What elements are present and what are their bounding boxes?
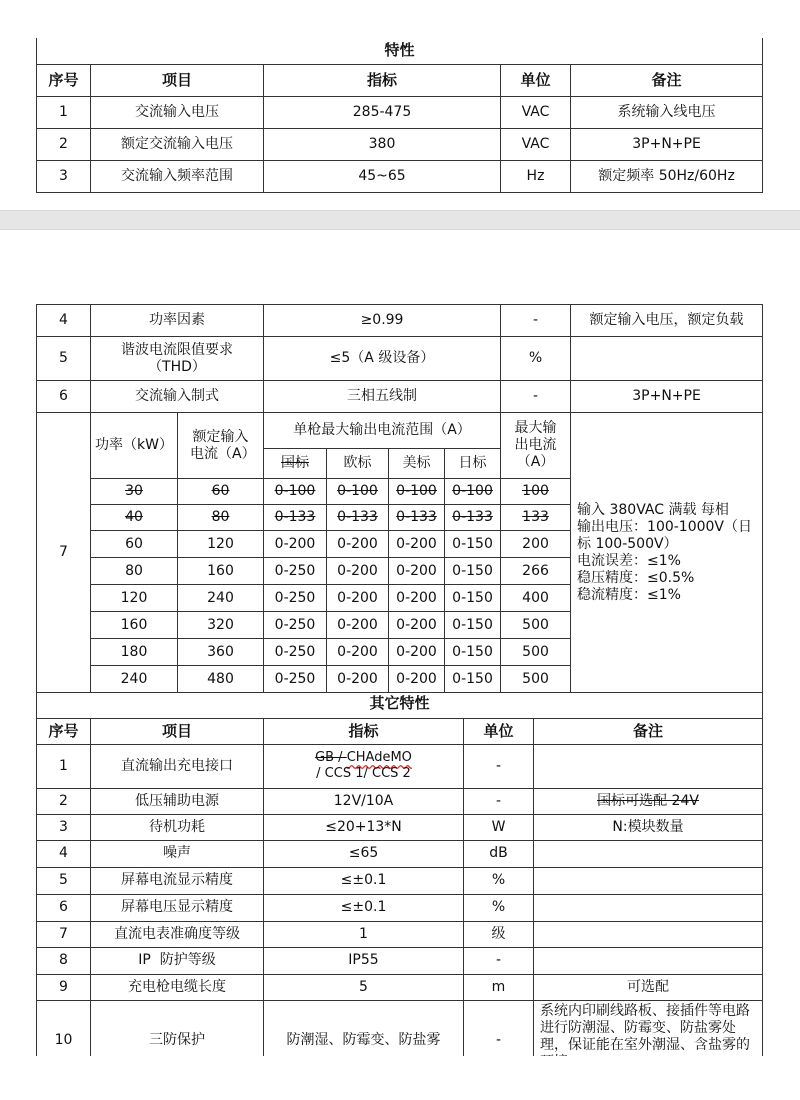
table-row [37, 337, 763, 381]
remark-line: 稳压精度：≤0.5% [577, 569, 695, 586]
cell-power: 30 [91, 479, 178, 505]
cell-item: 交流输入制式 [91, 381, 264, 413]
cell-us: 0-200 [389, 585, 445, 612]
cell-no: 8 [37, 947, 91, 974]
cell-remark: 额定输入电压，额定负载 [571, 305, 763, 337]
cell-gb: 0-250 [264, 558, 327, 585]
cell-us: 0-200 [389, 612, 445, 639]
spec-gb: GB / [315, 750, 347, 765]
cell-spec: ≤±0.1 [264, 867, 464, 894]
table-row [37, 305, 763, 337]
cell-max: 100 [501, 479, 571, 505]
page-cutoff [0, 1056, 800, 1100]
table-row [37, 867, 763, 894]
cell-current: 80 [178, 505, 264, 531]
table-row [37, 128, 763, 160]
table-row [37, 744, 763, 788]
cell-item: 谐波电流限值要求（THD） [91, 337, 264, 381]
cell-no: 3 [37, 160, 91, 192]
table-row [37, 96, 763, 128]
cell-max: 400 [501, 585, 571, 612]
features-table-continued [36, 304, 763, 693]
cell-spec: ≤±0.1 [264, 894, 464, 921]
cell-spec: 45~65 [264, 160, 501, 192]
cell-power: 40 [91, 505, 178, 531]
cell-no: 7 [37, 413, 91, 693]
cell-eu: 0-200 [327, 612, 389, 639]
cell-unit: m [464, 974, 534, 1000]
cell-remark: 国标可选配 24V [534, 788, 763, 814]
cell-eu: 0-200 [327, 639, 389, 666]
cell-unit: VAC [501, 96, 571, 128]
cell-max: 500 [501, 612, 571, 639]
cell-unit: - [501, 381, 571, 413]
cell-gb: 0-250 [264, 585, 327, 612]
cell-us: 0-100 [389, 479, 445, 505]
cell-unit: - [501, 305, 571, 337]
spec-chademo: CHAdeMO [346, 750, 412, 765]
header-remark: 备注 [534, 718, 763, 744]
cell-no: 10 [37, 1000, 91, 1080]
cell-item: 直流输出充电接口 [91, 744, 264, 788]
cell-spec: ≤20+13*N [264, 814, 464, 840]
header-item: 项目 [91, 64, 264, 96]
cell-power: 80 [91, 558, 178, 585]
header-output-range: 单枪最大输出电流范围（A） [264, 413, 501, 449]
cell-spec: 1 [264, 921, 464, 947]
cell-no: 6 [37, 894, 91, 921]
cell-current: 360 [178, 639, 264, 666]
cell-item: 额定交流输入电压 [91, 128, 264, 160]
header-jp: 日标 [445, 449, 501, 479]
cell-remark [571, 337, 763, 381]
cell-unit: % [501, 337, 571, 381]
cell-unit: - [464, 744, 534, 788]
table-row [37, 947, 763, 974]
cell-power: 120 [91, 585, 178, 612]
header-item: 项目 [91, 718, 264, 744]
cell-gb: 0-250 [264, 639, 327, 666]
cell-unit: 级 [464, 921, 534, 947]
remark-line: 输出电压：100-1000V（日 [577, 518, 753, 535]
table-row [37, 381, 763, 413]
table-row [37, 974, 763, 1000]
cell-item: 充电枪电缆长度 [91, 974, 264, 1000]
cell-max: 200 [501, 531, 571, 558]
header-us: 美标 [389, 449, 445, 479]
cell-us: 0-133 [389, 505, 445, 531]
cell-remark [534, 840, 763, 867]
cell-item: IP 防护等级 [91, 947, 264, 974]
other-features-table [36, 690, 763, 1081]
cell-eu: 0-100 [327, 479, 389, 505]
remark-line: 电流误差：≤1% [577, 552, 681, 569]
cell-us: 0-200 [389, 639, 445, 666]
cell-current: 240 [178, 585, 264, 612]
cell-no: 9 [37, 974, 91, 1000]
cell-jp: 0-150 [445, 666, 501, 693]
cell-current: 120 [178, 531, 264, 558]
cell-item: 三防保护 [91, 1000, 264, 1080]
header-max-current: 最大输出电流（A） [501, 413, 571, 479]
header-spec: 指标 [264, 64, 501, 96]
cell-jp: 0-100 [445, 479, 501, 505]
cell-eu: 0-200 [327, 531, 389, 558]
header-remark: 备注 [571, 64, 763, 96]
page-separator [0, 210, 800, 230]
cell-spec: 防潮湿、防霉变、防盐雾 [264, 1000, 464, 1080]
cell-current: 60 [178, 479, 264, 505]
table-row [37, 814, 763, 840]
header-no: 序号 [37, 64, 91, 96]
header-eu: 欧标 [327, 449, 389, 479]
cell-power: 180 [91, 639, 178, 666]
cell-unit: % [464, 894, 534, 921]
cell-spec: ≥0.99 [264, 305, 501, 337]
cell-item: 屏幕电压显示精度 [91, 894, 264, 921]
cell-item: 低压辅助电源 [91, 788, 264, 814]
table-row [37, 840, 763, 867]
cell-unit: - [464, 947, 534, 974]
cell-unit: Hz [501, 160, 571, 192]
cell-spec: 三相五线制 [264, 381, 501, 413]
cell-max: 133 [501, 505, 571, 531]
cell-eu: 0-200 [327, 585, 389, 612]
table-row [37, 160, 763, 192]
cell-us: 0-200 [389, 666, 445, 693]
cell-item: 待机功耗 [91, 814, 264, 840]
cell-no: 7 [37, 921, 91, 947]
cell-jp: 0-150 [445, 585, 501, 612]
cell-gb: 0-100 [264, 479, 327, 505]
cell-remark [534, 867, 763, 894]
cell-jp: 0-133 [445, 505, 501, 531]
cell-item: 交流输入频率范围 [91, 160, 264, 192]
cell-unit: W [464, 814, 534, 840]
cell-jp: 0-150 [445, 531, 501, 558]
cell-jp: 0-150 [445, 558, 501, 585]
cell-no: 3 [37, 814, 91, 840]
table-row [37, 894, 763, 921]
cell-gb: 0-250 [264, 612, 327, 639]
cell-unit: dB [464, 840, 534, 867]
section-title-features: 特性 [37, 38, 763, 64]
header-power: 功率（kW） [91, 413, 178, 479]
cell-jp: 0-150 [445, 639, 501, 666]
cell-spec: 12V/10A [264, 788, 464, 814]
cell-no: 1 [37, 96, 91, 128]
header-rated-current: 额定输入电流（A） [178, 413, 264, 479]
cell-remark: 系统内印刷线路板、接插件等电路进行防潮湿、防霉变、防盐雾处理，保证能在室外潮湿、含盐雾的 [534, 1000, 763, 1080]
cell-no: 5 [37, 337, 91, 381]
cell-spec: ≤65 [264, 840, 464, 867]
cell-gb: 0-250 [264, 666, 327, 693]
cell-remark [534, 947, 763, 974]
cell-no: 2 [37, 788, 91, 814]
remark-line: 稳流精度：≤1% [577, 586, 681, 603]
table-row [37, 921, 763, 947]
cell-current: 320 [178, 612, 264, 639]
remark-line: 标 100-500V） [577, 535, 678, 552]
cell-item: 功率因素 [91, 305, 264, 337]
cell-unit: - [464, 1000, 534, 1080]
cell-eu: 0-200 [327, 558, 389, 585]
cell-unit: VAC [501, 128, 571, 160]
cell-power: 240 [91, 666, 178, 693]
cell-item: 噪声 [91, 840, 264, 867]
spec-ccs: / CCS 1/ CCS 2 [316, 766, 411, 781]
header-unit: 单位 [464, 718, 534, 744]
cell-remark: N:模块数量 [534, 814, 763, 840]
cell-max: 500 [501, 639, 571, 666]
cell-unit: - [464, 788, 534, 814]
table-row [37, 788, 763, 814]
section-title-other: 其它特性 [37, 690, 763, 718]
cell-remark: 额定频率 50Hz/60Hz [571, 160, 763, 192]
cell-spec-connector [264, 744, 464, 788]
header-no: 序号 [37, 718, 91, 744]
cell-remark: 系统输入线电压 [571, 96, 763, 128]
cell-item: 直流电表准确度等级 [91, 921, 264, 947]
cell-item: 屏幕电流显示精度 [91, 867, 264, 894]
cell-current: 480 [178, 666, 264, 693]
cell-spec: ≤5（A 级设备） [264, 337, 501, 381]
cell-eu: 0-200 [327, 666, 389, 693]
cell-remark [534, 894, 763, 921]
cell-remark [534, 744, 763, 788]
header-spec: 指标 [264, 718, 464, 744]
cell-jp: 0-150 [445, 612, 501, 639]
cell-spec: IP55 [264, 947, 464, 974]
cell-unit: % [464, 867, 534, 894]
cell-gb: 0-200 [264, 531, 327, 558]
remark-line: 输入 380VAC 满载 每相 [577, 501, 729, 518]
cell-us: 0-200 [389, 531, 445, 558]
cell-remark-row7 [571, 413, 763, 693]
cell-spec: 380 [264, 128, 501, 160]
cell-no: 1 [37, 744, 91, 788]
cell-max: 500 [501, 666, 571, 693]
cell-no: 2 [37, 128, 91, 160]
cell-remark: 3P+N+PE [571, 128, 763, 160]
cell-remark [534, 921, 763, 947]
cell-no: 4 [37, 840, 91, 867]
cell-us: 0-200 [389, 558, 445, 585]
cell-gb: 0-133 [264, 505, 327, 531]
cell-eu: 0-133 [327, 505, 389, 531]
cell-item: 交流输入电压 [91, 96, 264, 128]
cell-no: 4 [37, 305, 91, 337]
cell-remark: 3P+N+PE [571, 381, 763, 413]
cell-max: 266 [501, 558, 571, 585]
cell-power: 60 [91, 531, 178, 558]
header-unit: 单位 [501, 64, 571, 96]
cell-spec: 285-475 [264, 96, 501, 128]
cell-remark: 可选配 [534, 974, 763, 1000]
cell-no: 6 [37, 381, 91, 413]
features-table-top [36, 38, 763, 193]
cell-current: 160 [178, 558, 264, 585]
cell-spec: 5 [264, 974, 464, 1000]
cell-power: 160 [91, 612, 178, 639]
cell-no: 5 [37, 867, 91, 894]
header-gb: 国标 [264, 449, 327, 479]
